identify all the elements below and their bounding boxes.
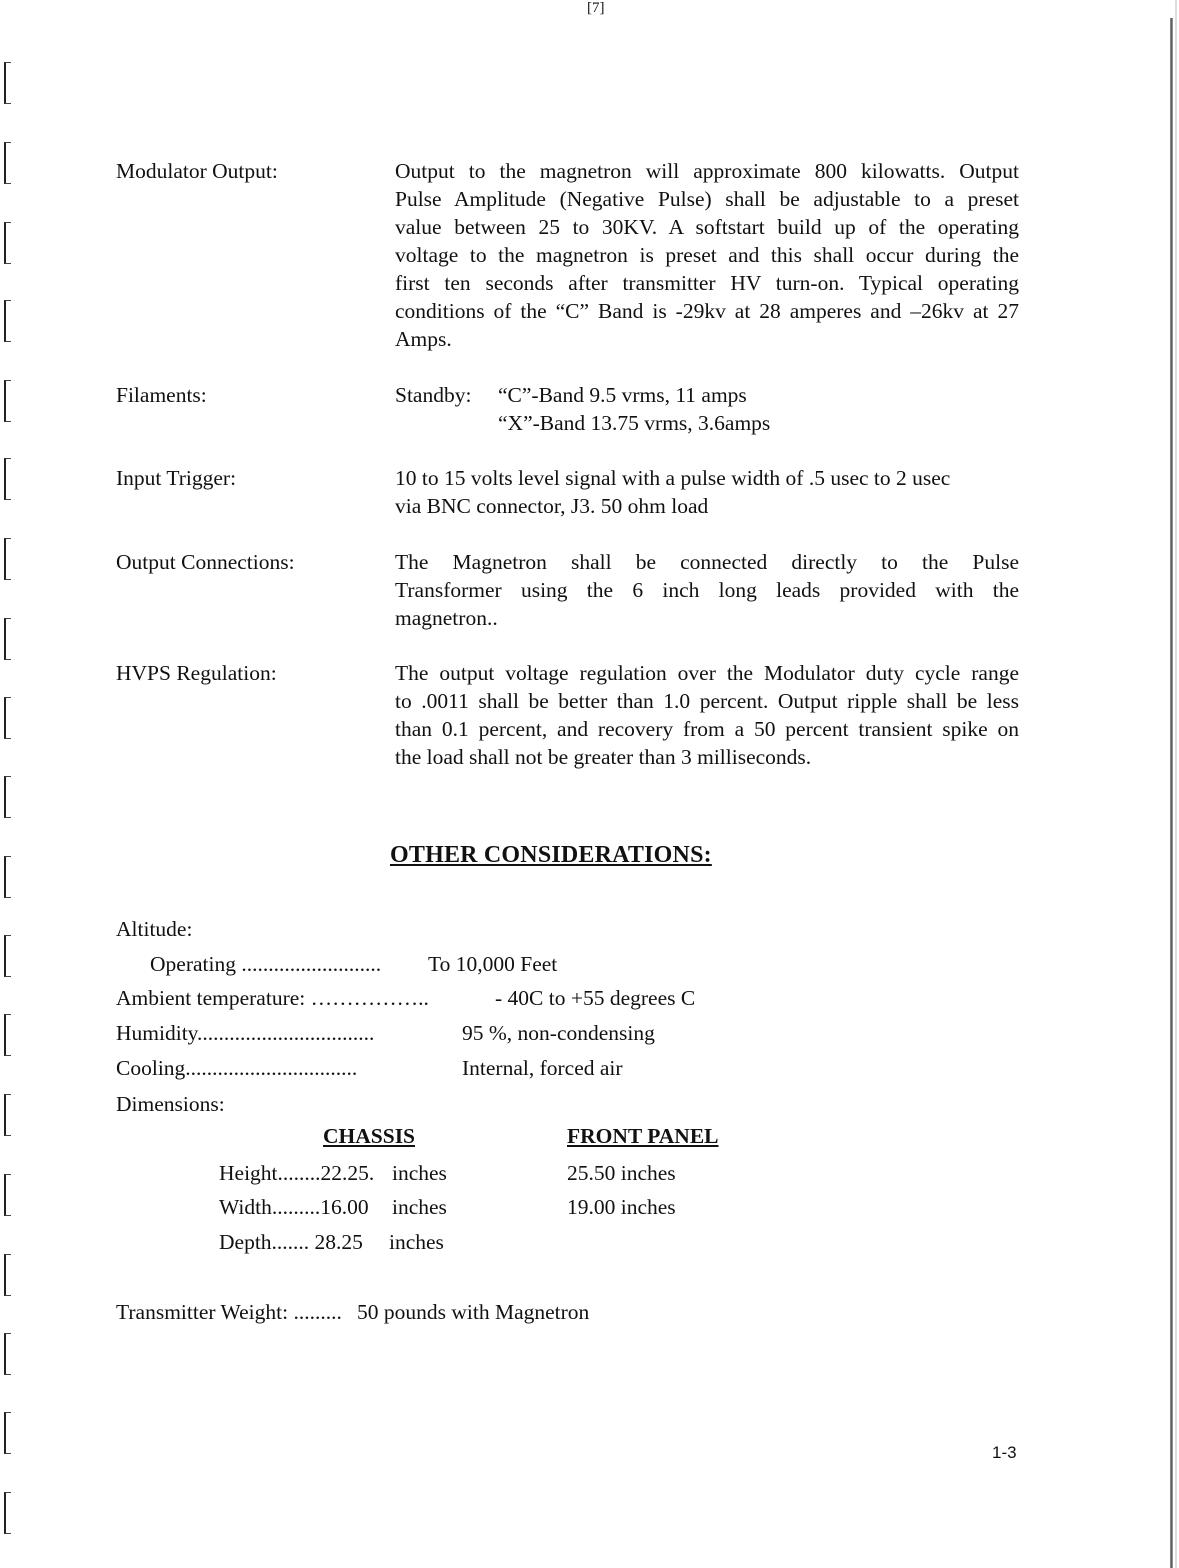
spec-text-hvps-regulation: The output voltage regulation over the Modulator duty cycle range to .0011 shall be better than 1.0 percent. Output ripple shall be less than 0.1 percent, and recovery from a 50 percent transient spike on the load shall not be greater than 3 milliseconds. xyxy=(395,661,1019,769)
page-marker: [7] xyxy=(587,0,605,16)
operating-label: Operating .......................... xyxy=(150,952,382,976)
dimension-row-depth-label: Depth....... 28.25 xyxy=(219,1230,363,1254)
dimension-row-depth-unit: inches xyxy=(389,1230,444,1254)
spec-prefix-standby: Standby: xyxy=(395,383,472,407)
scan-edge-right-shadow xyxy=(1175,0,1177,1568)
spec-label-input-trigger: Input Trigger: xyxy=(116,466,237,490)
transmitter-weight-value: 50 pounds with Magnetron xyxy=(357,1300,590,1324)
spec-label-hvps-regulation: HVPS Regulation: xyxy=(116,661,277,685)
ambient-temperature-label: Ambient temperature: …………….. xyxy=(116,986,429,1010)
humidity-label: Humidity................................. xyxy=(116,1021,375,1045)
spec-text-output-connections: The Magnetron shall be connected directly to the Pulse Transformer using the 6 inch long leads provided with the magnetron.. xyxy=(395,550,1019,630)
scan-edge-right xyxy=(1170,18,1173,1568)
page-number: 1-3 xyxy=(992,1443,1017,1462)
spec-label-modulator-output: Modulator Output: xyxy=(116,159,278,183)
chassis-header: CHASSIS xyxy=(323,1124,416,1148)
transmitter-weight-label: Transmitter Weight: ......... xyxy=(116,1300,342,1324)
altitude-label: Altitude: xyxy=(116,917,193,941)
dimension-row-height-front: 25.50 inches xyxy=(567,1161,676,1185)
dimension-row-height-label: Height........22.25. xyxy=(219,1161,375,1185)
cooling-value: Internal, forced air xyxy=(462,1056,623,1080)
dimension-row-width-label: Width.........16.00 xyxy=(219,1195,369,1219)
spec-text-modulator-output: Output to the magnetron will approximate 800 kilowatts. Output Pulse Amplitude (Negative Pulse) shall be adjustable to a preset value between 25 to 30KV. A softstart build up of the operating voltage to the magnetron is preset and this shall occur during the first ten seconds after transmitter HV turn-on. Typical operating conditions of the “C” Band is -29kv at 28 amperes and –26kv at 27 Amps. xyxy=(395,159,1019,351)
spec-label-output-connections: Output Connections: xyxy=(116,550,295,574)
cooling-label: Cooling................................ xyxy=(116,1056,358,1080)
dimension-row-width-unit: inches xyxy=(392,1195,447,1219)
front-panel-header: FRONT PANEL xyxy=(567,1124,719,1148)
spec-text-input-trigger: 10 to 15 volts level signal with a pulse width of .5 usec to 2 usec via BNC connector, J3. 50 ohm load xyxy=(395,466,951,518)
spec-label-filaments: Filaments: xyxy=(116,383,207,407)
humidity-value: 95 %, non-condensing xyxy=(462,1021,655,1045)
dimension-row-width-front: 19.00 inches xyxy=(567,1195,676,1219)
operating-value: To 10,000 Feet xyxy=(428,952,558,976)
section-title-other-considerations: OTHER CONSIDERATIONS: xyxy=(390,842,712,868)
ambient-temperature-value: - 40C to +55 degrees C xyxy=(495,986,696,1010)
spec-text-filaments: “C”-Band 9.5 vrms, 11 amps “X”-Band 13.75 vrms, 3.6amps xyxy=(498,383,771,435)
dimensions-label: Dimensions: xyxy=(116,1092,225,1116)
dimension-row-height-unit: inches xyxy=(392,1161,447,1185)
